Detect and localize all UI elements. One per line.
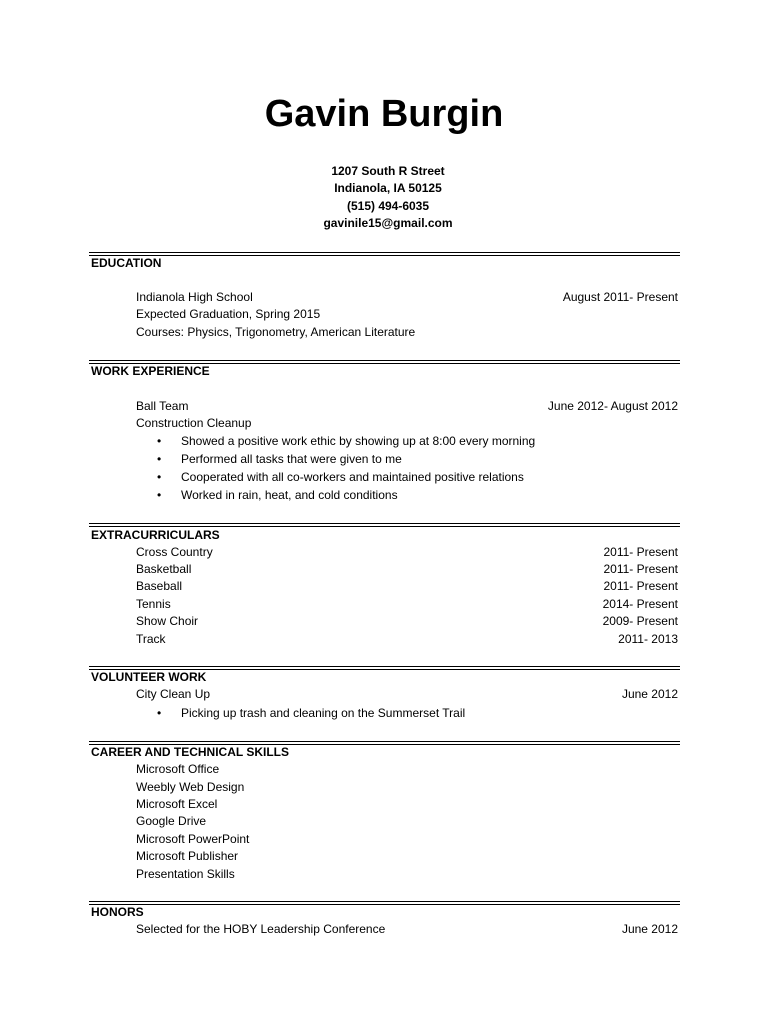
skills-heading: CAREER AND TECHNICAL SKILLS [91, 745, 290, 759]
section-divider [89, 252, 680, 257]
honors-dates: June 2012 [621, 922, 678, 936]
extracurriculars-heading: EXTRACURRICULARS [91, 528, 220, 542]
education-heading: EDUCATION [91, 256, 162, 270]
skill-item: Google Drive [136, 814, 207, 828]
contact-phone: (515) 494-6035 [346, 198, 430, 213]
contact-city: Indianola, IA 50125 [334, 181, 442, 196]
extracurricular-dates: 2011- 2013 [618, 632, 678, 646]
skill-item: Weebly Web Design [136, 780, 245, 794]
resume-name: Gavin Burgin [264, 93, 504, 135]
contact-block [0, 163, 768, 232]
education-dates: August 2011- Present [562, 290, 678, 304]
work-bullet-text: Showed a positive work ethic by showing up at 8:00 every morning [181, 434, 536, 448]
skill-item: Microsoft Excel [136, 797, 218, 811]
honors-item: Selected for the HOBY Leadership Conference [136, 922, 386, 936]
volunteer-bullet-text: Picking up trash and cleaning on the Summerset Trail [181, 706, 466, 720]
extracurricular-name: Track [136, 632, 166, 646]
extracurricular-dates: 2011- Present [603, 579, 678, 593]
education-graduation: Expected Graduation, Spring 2015 [136, 307, 321, 321]
section-divider [89, 901, 680, 906]
work-employer: Ball Team [136, 399, 189, 413]
volunteer-activity: City Clean Up [136, 687, 211, 701]
bullet-marker: • [157, 488, 162, 502]
work-role: Construction Cleanup [136, 416, 252, 430]
skill-item: Microsoft Publisher [136, 849, 239, 863]
extracurricular-name: Basketball [136, 562, 192, 576]
work-bullet [157, 451, 402, 469]
work-dates: June 2012- August 2012 [547, 399, 678, 413]
skill-item: Presentation Skills [136, 867, 235, 881]
work-bullet-text: Performed all tasks that were given to me [181, 452, 402, 466]
extracurricular-name: Tennis [136, 597, 171, 611]
volunteer-dates: June 2012 [621, 687, 678, 701]
volunteer-heading: VOLUNTEER WORK [91, 670, 207, 684]
bullet-marker: • [157, 434, 162, 448]
education-school: Indianola High School [136, 290, 253, 304]
extracurricular-name: Baseball [136, 579, 183, 593]
work-heading: WORK EXPERIENCE [91, 364, 210, 378]
bullet-marker: • [157, 470, 162, 484]
extracurricular-dates: 2011- Present [603, 562, 678, 576]
extracurricular-name: Show Choir [136, 614, 199, 628]
extracurricular-name: Cross Country [136, 545, 213, 559]
skill-item: Microsoft PowerPoint [136, 832, 250, 846]
education-courses: Courses: Physics, Trigonometry, American Literature [136, 325, 416, 339]
work-bullet-text: Cooperated with all co-workers and maintained positive relations [181, 470, 524, 484]
contact-street: 1207 South R Street [331, 164, 445, 178]
bullet-marker: • [157, 452, 162, 466]
volunteer-bullet [157, 705, 465, 723]
extracurricular-dates: 2011- Present [603, 545, 678, 559]
work-bullet-text: Worked in rain, heat, and cold conditions [181, 488, 398, 502]
extracurricular-dates: 2014- Present [602, 597, 678, 611]
bullet-marker: • [157, 706, 162, 720]
work-bullet [157, 469, 524, 487]
work-bullet [157, 433, 535, 451]
honors-heading: HONORS [91, 905, 144, 919]
skill-item: Microsoft Office [136, 762, 220, 776]
contact-email: gavinile15@gmail.com [323, 215, 453, 230]
work-bullet [157, 487, 398, 505]
extracurricular-dates: 2009- Present [602, 614, 678, 628]
